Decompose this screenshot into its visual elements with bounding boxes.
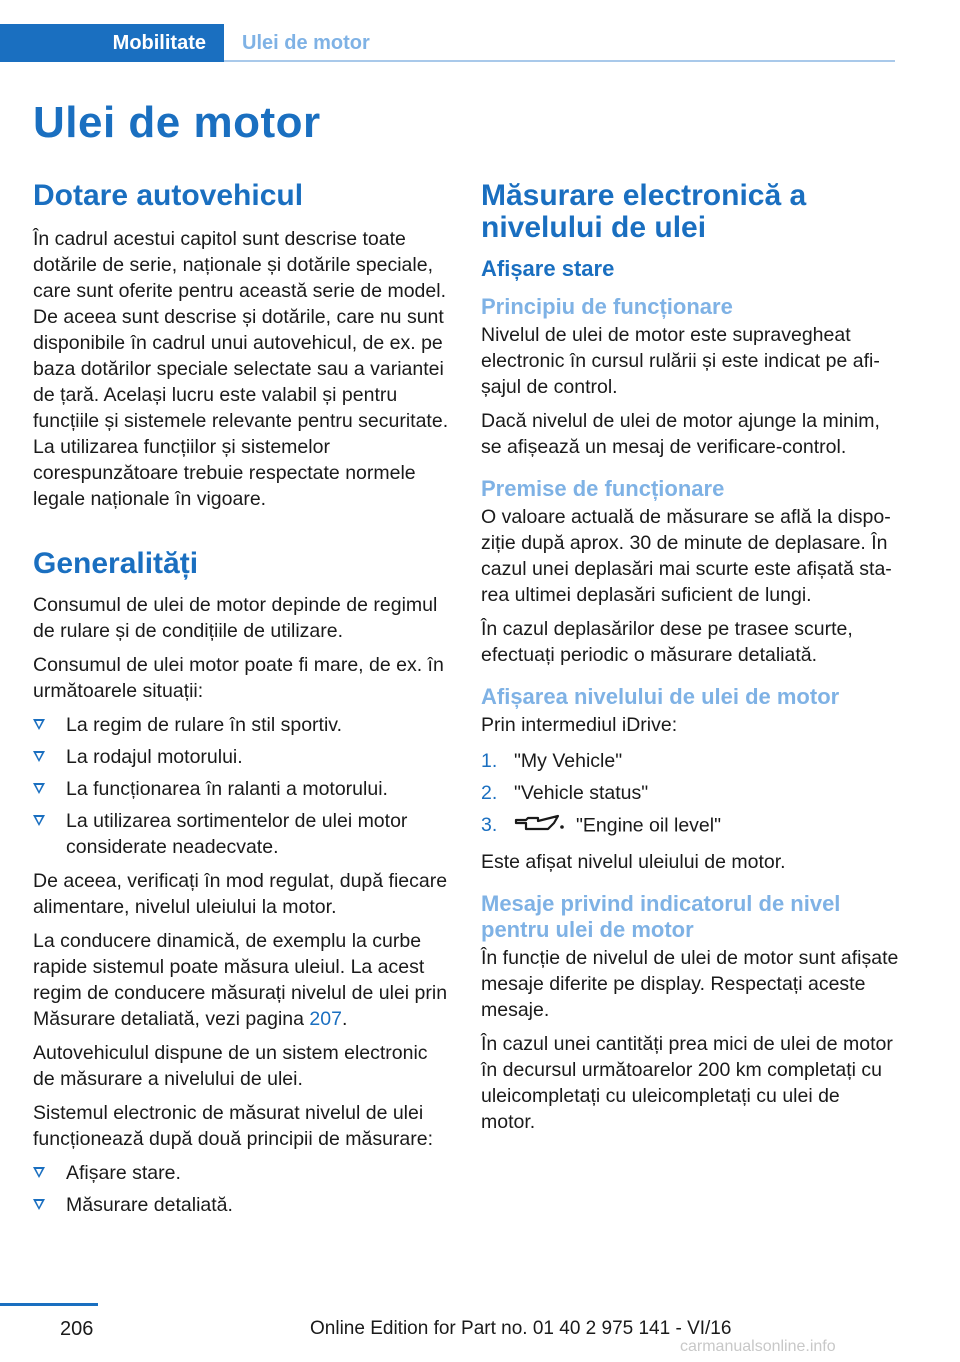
bullet-list-principii <box>33 1160 453 1218</box>
page-link-207[interactable]: 207 <box>309 1008 342 1030</box>
bullet-list-situatii <box>33 712 453 860</box>
list-item: 3. "Engine oil level" <box>481 812 899 841</box>
header-divider <box>224 60 895 62</box>
tab-mobilitate[interactable]: Mobilitate <box>0 24 224 62</box>
heading-principiu: Principiu de funcționare <box>481 294 733 319</box>
list-item: Măsurare detaliată. <box>33 1192 453 1218</box>
paragraph-mesaje-1: În funcție de nivelul de ulei de motor sunt afișate mesaje diferite pe display. Respectați aceste mesaje. <box>481 947 899 1021</box>
section-title-generalitati: Generalități <box>33 547 199 580</box>
triangle-bullet-icon <box>33 719 45 730</box>
paragraph-principiu-2: Dacă nivelul de ulei de motor ajunge la minim, se afișează un mesaj de verificare-control. <box>481 410 880 458</box>
paragraph-conducere-dinamica: La conducere dinamică, de exemplu la curbe rapide sistemul poate măsura uleiul. La acest regim de conducere măsurați nivelul de ulei prin Măsurare detaliată, vezi pagina 207. <box>33 930 448 1030</box>
list-item: La regim de rulare în stil sportiv. <box>33 712 453 738</box>
watermark: carmanualsonline.info <box>680 1338 836 1355</box>
list-item: La rodajul motorului. <box>33 744 453 770</box>
triangle-bullet-icon <box>33 1167 45 1178</box>
triangle-bullet-icon <box>33 783 45 794</box>
page-number: 206 <box>60 1318 94 1340</box>
footer-rule <box>0 1303 98 1306</box>
subsection-title-afisare-stare: Afișare stare <box>481 256 615 281</box>
heading-premise: Premise de funcționare <box>481 476 725 501</box>
paragraph-dotare: În cadrul acestui capitol sunt descrise toate dotările de serie, naționale și dotările speciale, care sunt oferite pentru această serie de model. De aceea sunt descrise și dotările, care nu sunt disponibile în cadrul unui autovehicul, de ex. pe baza dotărilor speciale selectate sau a variantei de țară. Același lucru este valabil și pentru funcțiile și sistemele relevante pentru securitate. La utilizarea funcțiilor și sistemelor corespunzătoare trebuie respectate normele legale naționale în vigoare. <box>33 228 449 510</box>
tab-ulei-de-motor[interactable]: Ulei de motor <box>242 31 370 54</box>
header-tabbar <box>0 24 895 62</box>
left-column <box>33 180 453 1218</box>
edition-text: Online Edition for Part no. 01 40 2 975 141 - VI/16 <box>310 1318 732 1339</box>
oil-can-icon <box>514 812 566 841</box>
triangle-bullet-icon <box>33 751 45 762</box>
paragraph-principiu-1: Nivelul de ulei de motor este supravegheat electronic în cursul rulării și este indicat pe afișajul de control. <box>481 324 880 398</box>
paragraph-premise-2: În cazul deplasărilor dese pe trasee scurte, efectuați periodic o măsurare detaliată. <box>481 618 853 666</box>
triangle-bullet-icon <box>33 815 45 826</box>
paragraph-verificati: De aceea, verificați în mod regulat, după fiecare alimentare, nivelul uleiului la motor. <box>33 870 448 918</box>
right-column <box>481 180 899 1135</box>
steps-list <box>481 748 899 841</box>
section-title-dotare: Dotare autovehicul <box>33 179 304 212</box>
paragraph-afisat: Este afișat nivelul uleiului de motor. <box>481 851 786 873</box>
page-title: Ulei de motor <box>33 98 321 147</box>
paragraph-situatii: Consumul de ulei motor poate fi mare, de ex. în următoarele situații: <box>33 654 444 702</box>
paragraph-idrive: Prin intermediul iDrive: <box>481 714 678 736</box>
paragraph-premise-1: O valoare actuală de măsurare se află la dispoziție după aprox. 30 de minute de deplasare. În cazul unei deplasări mai scurte este afișată starea ultimei deplasări suficient de lungi. <box>481 506 892 606</box>
triangle-bullet-icon <box>33 1199 45 1210</box>
heading-afisarea-nivelului: Afișarea nivelului de ulei de motor <box>481 684 840 709</box>
paragraph-consum: Consumul de ulei de motor depinde de regimul de rulare și de condițiile de utilizare. <box>33 594 438 642</box>
list-item: 1. "My Vehicle" <box>481 750 623 772</box>
list-item: La funcționarea în ralanti a motorului. <box>33 776 453 802</box>
heading-mesaje: Mesaje privind indicatorul de nivel pentru ulei de motor <box>481 891 841 942</box>
paragraph-principii: Sistemul electronic de măsurat nivelul de ulei funcționează după două principii de măsurare: <box>33 1102 434 1150</box>
list-item: La utilizarea sortimentelor de ulei motor considerate neadecvate. <box>33 808 453 860</box>
list-item: 2. "Vehicle status" <box>481 782 649 804</box>
list-item: Afișare stare. <box>33 1160 453 1186</box>
section-title-masurare: Măsurare electronică a nivelului de ulei <box>481 179 807 244</box>
paragraph-mesaje-2: În cazul unei cantități prea mici de ulei de motor în decursul următoarelor 200 km completați cu uleicompletați cu uleicompletați cu ulei de motor. <box>481 1033 893 1133</box>
paragraph-sistem-electronic: Autovehiculul dispune de un sistem electronic de măsurare a nivelului de ulei. <box>33 1042 428 1090</box>
